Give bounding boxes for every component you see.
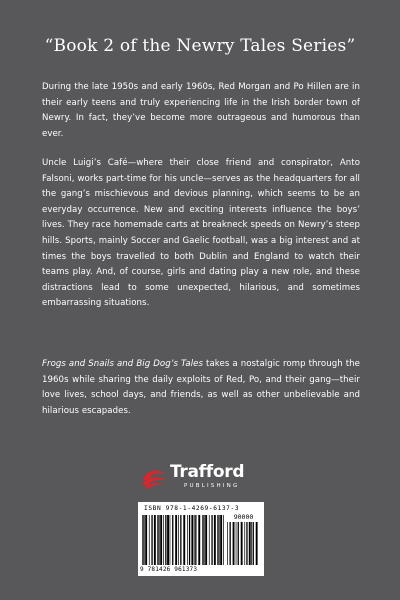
- barcode-bar: [214, 515, 216, 565]
- barcode-bar: [180, 515, 181, 565]
- barcode-bar: [191, 515, 193, 565]
- barcode-bar: [160, 515, 162, 565]
- barcode: [138, 502, 264, 576]
- barcode-bar: [175, 515, 177, 565]
- isbn-text: ISBN 978-1-4269-6137-3: [144, 505, 240, 512]
- publisher-name: Trafford: [170, 462, 245, 482]
- barcode-bar: [198, 515, 200, 565]
- barcode-bar: [205, 515, 207, 565]
- barcode-bar: [211, 515, 212, 565]
- barcode-bar: [145, 515, 147, 565]
- blurb-paragraph-2: Uncle Luigi’s Café—where their close friend and conspirator, Anto Falsoni, works part-time for his uncle—serves as the headquarters for all the gang’s mischievous and devious planning, which seems to be an everyday occurrence. New and exciting interests influence the boys’ lives. They race homemade carts at breakneck speeds on Newry’s steep hills. Sports, mainly Soccer and Gaelic football, was a big interest and at times the boys travelled to both Dublin and England to watch their teams play. And, of course, girls and dating play a new role, and these distractions lead to some unexpected, hilarious, and sometimes embarrassing situations.: [42, 158, 360, 309]
- blurb-paragraph-3: [42, 357, 360, 419]
- barcode-bar: [143, 515, 144, 565]
- barcode-bar: [183, 515, 185, 565]
- barcode-bar: [236, 522, 237, 565]
- ean-number: 9 781426 961373: [140, 566, 198, 573]
- barcode-bar: [230, 522, 231, 565]
- blurb-paragraph-3-text: takes a nostalgic romp through the 1960s while sharing the daily exploits of Red, Po, and their gang—their love lives, school days, and friends, as well as other unbelievable and hilarious escapades.: [42, 359, 360, 416]
- barcode-bar: [233, 522, 235, 565]
- barcode-bar: [218, 515, 219, 565]
- barcode-bar: [167, 515, 169, 565]
- barcode-bar: [256, 522, 258, 565]
- barcode-bar: [251, 522, 252, 565]
- barcode-bar: [158, 515, 159, 565]
- barcode-bar: [189, 515, 190, 565]
- barcode-bar: [151, 515, 152, 565]
- blurb-paragraph-1: During the late 1950s and early 1960s, Red Morgan and Po Hillen are in their early teens and truly experiencing life in the Irish border town of Newry. In fact, they’ve become more outrageous and humorous than ever.: [42, 82, 360, 139]
- ean-barcode-bars: [142, 515, 226, 565]
- barcode-bar: [249, 522, 251, 565]
- publisher-subtitle: PUBLISHING: [184, 483, 240, 489]
- barcode-bar: [244, 522, 245, 565]
- publisher-logo: [140, 462, 270, 496]
- barcode-bar: [203, 515, 204, 565]
- barcode-bar: [142, 515, 143, 565]
- price-code: 90000: [233, 513, 254, 521]
- barcode-bar: [170, 515, 171, 565]
- barcode-bar: [238, 522, 239, 565]
- barcode-bar: [194, 515, 195, 565]
- barcode-bar: [253, 522, 254, 565]
- trafford-logo-icon: [140, 462, 170, 492]
- barcode-bar: [157, 515, 158, 565]
- barcode-bar: [172, 515, 173, 565]
- barcode-bar: [195, 515, 196, 565]
- barcode-bar: [202, 515, 203, 565]
- barcode-bar: [163, 515, 164, 565]
- book-title: Frogs and Snails and Big Dog’s Tales: [42, 359, 204, 369]
- addon-barcode-bars: [227, 522, 260, 565]
- barcode-bar: [246, 522, 247, 565]
- barcode-bar: [241, 522, 243, 565]
- barcode-bar: [187, 515, 188, 565]
- barcode-bar: [149, 515, 150, 565]
- barcode-bar: [154, 515, 156, 565]
- barcode-bar: [178, 515, 179, 565]
- barcode-bar: [209, 515, 210, 565]
- barcode-bar: [165, 515, 166, 565]
- barcode-bar: [220, 515, 222, 565]
- barcode-bar: [217, 515, 218, 565]
- barcode-bar: [227, 522, 228, 565]
- series-title: “Book 2 of the Newry Tales Series”: [44, 36, 356, 56]
- barcode-bar: [223, 515, 224, 565]
